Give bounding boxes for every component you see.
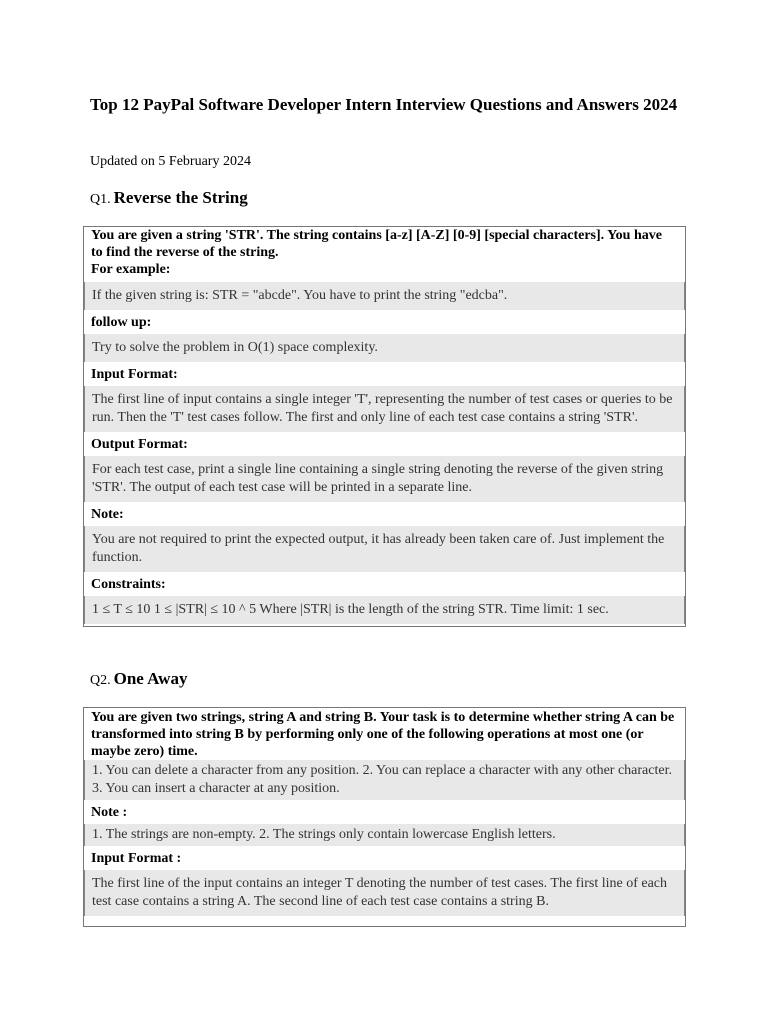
section-body: 1 ≤ T ≤ 10 1 ≤ |STR| ≤ 10 ^ 5 Where |STR| is the length of the string STR. Time limit: 1 sec. [84, 596, 685, 624]
section-body: If the given string is: STR = "abcde". You have to print the string "edcba". [84, 282, 685, 310]
question-box [83, 226, 686, 627]
question-intro: You are given a string 'STR'. The string contains [a-z] [A-Z] [0-9] [special characters]. You have to find the reverse of the string. [84, 227, 685, 261]
section-body: Try to solve the problem in O(1) space complexity. [84, 334, 685, 362]
section-heading: Input Format : [84, 850, 685, 867]
question-title: Reverse the String [113, 188, 248, 207]
question-box [83, 707, 686, 927]
question-heading [90, 669, 187, 691]
section-heading: Note : [84, 804, 685, 821]
section-heading: Output Format: [84, 436, 685, 453]
section-heading: Constraints: [84, 576, 685, 593]
section-body: 1. You can delete a character from any position. 2. You can replace a character with any other character. 3. You can insert a character at any position. [84, 760, 685, 800]
question-title: One Away [113, 669, 188, 688]
section-heading: follow up: [84, 314, 685, 331]
section-body: You are not required to print the expected output, it has already been taken care of. Just implement the function. [84, 526, 685, 572]
question-number: Q2. [90, 673, 111, 688]
section-heading: For example: [84, 261, 685, 278]
question-heading [90, 188, 248, 210]
article-title: Top 12 PayPal Software Developer Intern Interview Questions and Answers 2024 [90, 95, 678, 114]
section-body: 1. The strings are non-empty. 2. The strings only contain lowercase English letters. [84, 824, 685, 846]
section-body: The first line of the input contains an integer T denoting the number of test cases. The first line of each test case contains a string A. The second line of each test case contains a string B. [84, 870, 685, 916]
question-intro: You are given two strings, string A and string B. Your task is to determine whether string A can be transformed into string B by performing only one of the following operations at most one (or maybe zero) time. [84, 708, 685, 760]
updated-date: Updated on 5 February 2024 [90, 154, 251, 169]
question-number: Q1. [90, 192, 111, 207]
section-body: For each test case, print a single line containing a single string denoting the reverse of the given string 'STR'. The output of each test case will be printed in a separate line. [84, 456, 685, 502]
section-heading: Note: [84, 506, 685, 523]
section-heading: Input Format: [84, 366, 685, 383]
section-body: The first line of input contains a single integer 'T', representing the number of test cases or queries to be run. Then the 'T' test cases follow. The first and only line of each test case contains a string 'STR'. [84, 386, 685, 432]
